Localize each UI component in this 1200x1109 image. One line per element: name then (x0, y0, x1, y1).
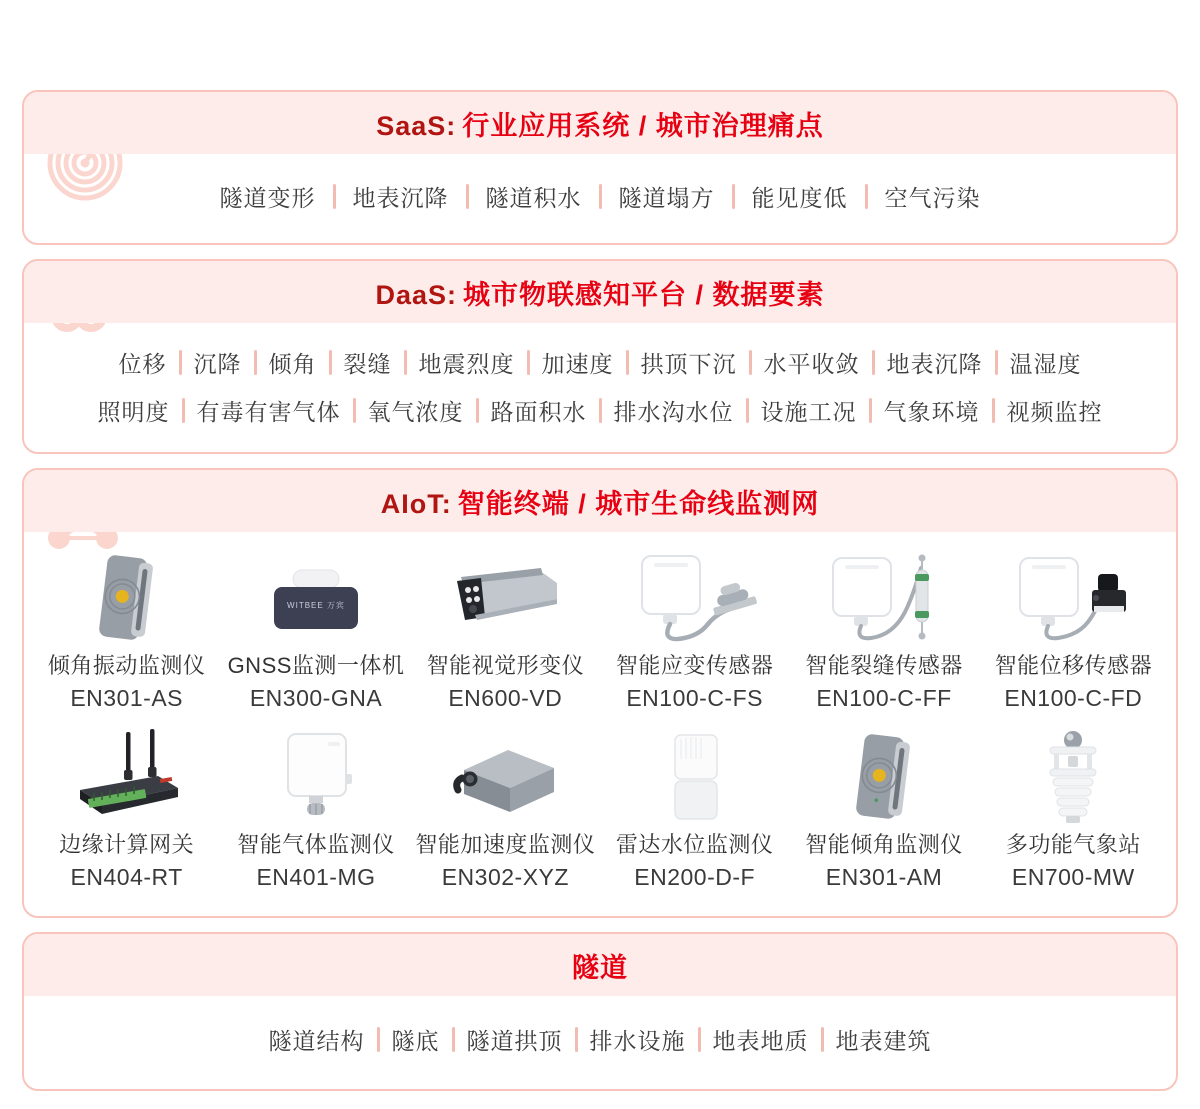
weather-station-icon (1028, 728, 1118, 828)
product-name: GNSS监测一体机 (227, 653, 405, 678)
product-card-tilt-vibration-monitor (32, 548, 221, 715)
product-image (411, 548, 600, 650)
saas-title: 行业应用系统 / 城市治理痛点 (462, 111, 824, 141)
product-card-strain-sensor (600, 548, 789, 715)
item-divider (575, 1027, 578, 1052)
daas-item: 加速度 (541, 351, 614, 377)
edge-gateway-icon (64, 728, 190, 828)
item-divider (333, 184, 336, 209)
item-divider (353, 398, 356, 423)
tunnel-item: 隧底 (391, 1028, 440, 1054)
daas-item: 温湿度 (1009, 351, 1082, 377)
saas-item: 隧道塌方 (618, 185, 715, 211)
product-card-crack-sensor (789, 548, 978, 715)
tunnel-item: 排水设施 (589, 1028, 686, 1054)
product-image (32, 727, 221, 829)
saas-item: 空气污染 (884, 185, 981, 211)
product-card-weather-station (979, 727, 1168, 894)
product-image (789, 548, 978, 650)
product-image (979, 727, 1168, 829)
product-model: EN300-GNA (249, 685, 383, 711)
daas-item: 气象环境 (883, 399, 980, 425)
aiot-title: 智能终端 / 城市生命线监测网 (457, 489, 820, 519)
item-divider (995, 350, 998, 375)
tilt-monitor-icon (844, 729, 924, 827)
daas-item: 位移 (118, 351, 167, 377)
daas-item: 有毒有害气体 (196, 399, 341, 425)
product-model: EN301-AS (70, 685, 183, 711)
vision-deformation-camera-icon (439, 557, 571, 641)
product-image (411, 727, 600, 829)
product-model: EN100-C-FF (816, 685, 952, 711)
item-divider (527, 350, 530, 375)
product-image (789, 727, 978, 829)
aiot-header (24, 470, 1176, 532)
item-divider (329, 350, 332, 375)
brand-label: WITBEE 万宾 (287, 601, 345, 610)
item-divider (599, 398, 602, 423)
product-name: 智能视觉形变仪 (426, 653, 585, 678)
tilt-vibration-monitor-icon (87, 550, 167, 648)
daas-item: 排水沟水位 (613, 399, 734, 425)
product-name: 倾角振动监测仪 (47, 653, 206, 678)
saas-item: 地表沉降 (352, 185, 449, 211)
daas-item: 视频监控 (1006, 399, 1103, 425)
product-card-edge-gateway (32, 727, 221, 894)
daas-header (24, 261, 1176, 323)
product-name: 雷达水位监测仪 (615, 832, 774, 857)
daas-item: 水平收敛 (763, 351, 860, 377)
product-image (221, 548, 410, 650)
product-card-gnss-monitor (221, 548, 410, 715)
product-model: EN302-XYZ (441, 864, 569, 890)
product-name: 智能裂缝传感器 (805, 653, 963, 678)
strain-sensor-icon (628, 550, 762, 648)
aiot-product-grid (24, 532, 1176, 916)
item-divider (746, 398, 749, 423)
product-name: 多功能气象站 (1005, 832, 1141, 857)
aiot-section (22, 468, 1178, 918)
product-name: 智能位移传感器 (994, 653, 1153, 678)
product-image (221, 727, 410, 829)
item-divider (821, 1027, 824, 1052)
gas-monitor-icon (266, 728, 366, 828)
tunnel-header (24, 934, 1176, 996)
daas-item: 氧气浓度 (367, 399, 464, 425)
tunnel-items-row (24, 996, 1176, 1089)
item-divider (749, 350, 752, 375)
saas-header (24, 92, 1176, 154)
daas-items-row-2 (24, 379, 1176, 452)
product-model: EN200-D-F (634, 864, 756, 890)
item-divider (404, 350, 407, 375)
daas-item: 照明度 (97, 399, 170, 425)
aiot-title-prefix: AIoT: (380, 489, 452, 519)
product-image (600, 548, 789, 650)
tunnel-item: 地表地质 (712, 1028, 809, 1054)
item-divider (992, 398, 995, 423)
product-card-vision-deformation-camera (411, 548, 600, 715)
tunnel-title: 隧道 (572, 953, 628, 983)
daas-item: 路面积水 (490, 399, 587, 425)
daas-item: 拱顶下沉 (640, 351, 737, 377)
product-image (979, 548, 1168, 650)
displacement-sensor-icon (1010, 550, 1136, 648)
daas-item: 地表沉降 (886, 351, 983, 377)
daas-title-prefix: DaaS: (375, 280, 457, 310)
daas-title: 城市物联感知平台 / 数据要素 (463, 280, 825, 310)
product-model: EN404-RT (70, 864, 183, 890)
gnss-monitor-icon (266, 554, 366, 644)
daas-item: 倾角 (268, 351, 317, 377)
product-model: EN401-MG (256, 864, 376, 890)
radar-water-level-icon (653, 729, 737, 827)
item-divider (872, 350, 875, 375)
saas-title-prefix: SaaS: (376, 111, 457, 141)
daas-item: 设施工况 (760, 399, 857, 425)
product-card-acceleration-monitor (411, 727, 600, 894)
daas-section (22, 259, 1178, 454)
product-card-gas-monitor (221, 727, 410, 894)
item-divider (626, 350, 629, 375)
product-name: 智能气体监测仪 (237, 832, 395, 857)
crack-sensor-icon (823, 550, 945, 648)
product-image (32, 548, 221, 650)
product-name: 智能加速度监测仪 (415, 832, 596, 857)
product-model: EN100-C-FS (626, 685, 763, 711)
product-card-tilt-monitor (789, 727, 978, 894)
tunnel-section (22, 932, 1178, 1091)
item-divider (869, 398, 872, 423)
product-name: 边缘计算网关 (59, 832, 195, 857)
saas-section (22, 90, 1178, 245)
item-divider (865, 184, 868, 209)
item-divider (452, 1027, 455, 1052)
saas-items-row (24, 154, 1176, 243)
saas-item: 隧道变形 (219, 185, 316, 211)
product-model: EN700-MW (1011, 864, 1135, 890)
item-divider (182, 398, 185, 423)
item-divider (377, 1027, 380, 1052)
product-name: 智能应变传感器 (615, 653, 774, 678)
product-model: EN100-C-FD (1004, 685, 1143, 711)
tunnel-item: 地表建筑 (835, 1028, 932, 1054)
item-divider (732, 184, 735, 209)
item-divider (179, 350, 182, 375)
daas-item: 地震烈度 (418, 351, 515, 377)
daas-item: 裂缝 (343, 351, 392, 377)
product-model: EN301-AM (825, 864, 943, 890)
item-divider (698, 1027, 701, 1052)
daas-items-row-1 (24, 323, 1176, 379)
daas-item: 沉降 (193, 351, 242, 377)
item-divider (254, 350, 257, 375)
product-name: 智能倾角监测仪 (805, 832, 963, 857)
saas-item: 能见度低 (751, 185, 848, 211)
product-model: EN600-VD (448, 685, 563, 711)
item-divider (476, 398, 479, 423)
product-image (600, 727, 789, 829)
item-divider (599, 184, 602, 209)
item-divider (466, 184, 469, 209)
product-card-displacement-sensor (979, 548, 1168, 715)
product-card-radar-water-level (600, 727, 789, 894)
tunnel-item: 隧道拱顶 (466, 1028, 563, 1054)
acceleration-monitor-icon (442, 732, 568, 824)
tunnel-item: 隧道结构 (268, 1028, 365, 1054)
saas-item: 隧道积水 (485, 185, 582, 211)
